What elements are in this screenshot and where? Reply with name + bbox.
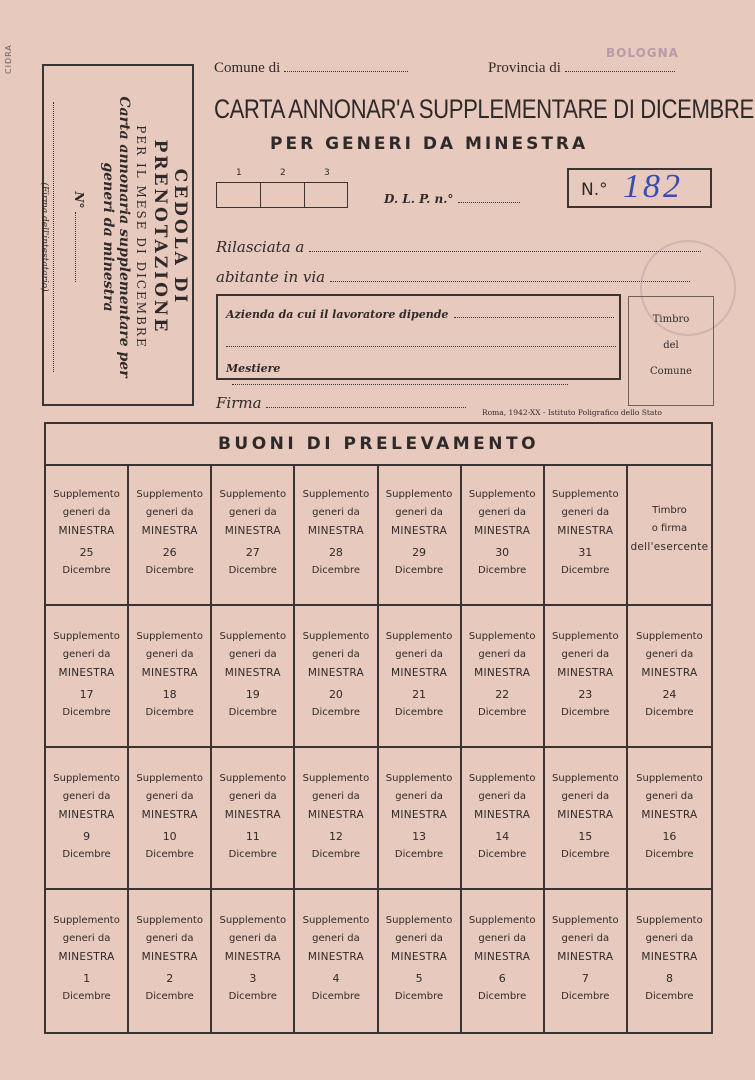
coupon-cell[interactable] [462, 748, 545, 890]
coupon-month: Dicembre [228, 991, 277, 1002]
coupon-text: generi da [312, 649, 360, 660]
margin-note: CIDRA [4, 44, 13, 74]
employer-box [216, 294, 621, 380]
comune-text: Comune [650, 366, 692, 377]
coupon-day: 13 [412, 830, 427, 843]
coupon-month: Dicembre [311, 707, 361, 718]
coupon-month: Dicembre [645, 707, 694, 718]
coupon-month: Dicembre [561, 849, 610, 860]
coupon-text: generi da [478, 933, 526, 944]
coupon-text: MINESTRA [557, 809, 614, 821]
coupon-day: 29 [412, 546, 427, 559]
coupon-cell[interactable] [129, 464, 212, 606]
coupons-section [44, 422, 713, 1034]
coupon-month: Dicembre [228, 849, 277, 860]
coupon-day: 12 [328, 830, 343, 843]
coupon-cell[interactable] [545, 748, 628, 890]
coupon-text: generi da [395, 649, 443, 660]
coupon-cell[interactable] [379, 890, 462, 1032]
card-subtitle: PER GENERI DA MINESTRA [270, 134, 589, 154]
coupon-day: 23 [578, 688, 593, 701]
coupon-text: Supplemento [385, 915, 453, 926]
coupon-text: MINESTRA [474, 667, 531, 679]
firma-label: Firma [216, 394, 262, 412]
stub-signature-label: (Firma dell'intestatario) [39, 182, 49, 292]
coupon-text: generi da [145, 507, 194, 518]
coupon-text: MINESTRA [557, 951, 614, 963]
coupon-text: MINESTRA [390, 951, 448, 963]
coupon-cell[interactable] [212, 464, 295, 606]
coupon-text: Supplemento [219, 631, 287, 642]
coupon-text: Supplemento [219, 489, 287, 500]
coupon-text: MINESTRA [141, 951, 198, 963]
coupon-text: Supplemento [136, 489, 203, 500]
coupon-text: Supplemento [385, 631, 453, 642]
coupon-text: generi da [478, 649, 526, 660]
coupon-text: generi da [645, 649, 694, 660]
coupon-cell[interactable] [46, 748, 129, 890]
mestiere-input[interactable] [232, 377, 568, 385]
coupon-text: generi da [561, 649, 610, 660]
coupon-text: Supplemento [636, 773, 703, 784]
coupon-text: Supplemento [302, 631, 370, 642]
coupon-month: Dicembre [228, 565, 277, 576]
coupon-cell[interactable] [628, 606, 711, 748]
coupon-text: generi da [229, 649, 277, 660]
coupon-text: generi da [145, 791, 194, 802]
coupon-text: generi da [62, 507, 111, 518]
coupon-day: 14 [495, 830, 510, 843]
faded-stamp: BOLOGNA [606, 46, 679, 60]
coupon-text: generi da [478, 791, 526, 802]
coupon-text: generi da [561, 507, 610, 518]
comune-stamp-box[interactable] [628, 296, 714, 406]
rilasciata-input[interactable] [309, 240, 701, 252]
coupon-stamp-cell[interactable] [628, 464, 711, 606]
coupon-text: generi da [229, 507, 277, 518]
firma-input[interactable] [266, 398, 466, 408]
firma-field [216, 394, 466, 412]
coupon-cell[interactable] [295, 464, 378, 606]
serial-number-value: 182 [623, 168, 683, 205]
coupon-cell[interactable] [462, 606, 545, 748]
coupon-text: Supplemento [552, 915, 619, 926]
coupon-text: MINESTRA [141, 525, 198, 537]
coupon-text: Supplemento [302, 773, 370, 784]
stamp-text: o firma [651, 523, 688, 534]
box-label-1: 1 [236, 168, 242, 178]
coupon-text: Supplemento [53, 631, 120, 642]
coupon-day: 30 [495, 546, 510, 559]
coupon-text: MINESTRA [307, 809, 365, 821]
coupon-day: 10 [162, 830, 177, 843]
azienda-label: Azienda da cui il lavoratore dipende [226, 308, 449, 321]
azienda-row [226, 308, 614, 321]
coupon-text: generi da [395, 791, 443, 802]
coupon-text: generi da [478, 507, 526, 518]
coupon-day: 7 [581, 972, 589, 985]
coupon-cell[interactable] [212, 748, 295, 890]
coupon-text: generi da [645, 933, 694, 944]
coupon-text: Supplemento [636, 631, 703, 642]
coupon-month: Dicembre [145, 565, 194, 576]
coupon-text: Supplemento [302, 489, 370, 500]
card-title: CARTA ANNONAR'A SUPPLEMENTARE DI DICEMBRE [214, 94, 754, 124]
stub-number-field[interactable] [75, 212, 76, 282]
coupon-day: 28 [328, 546, 343, 559]
coupon-cell[interactable] [295, 606, 378, 748]
timbro-text: Timbro [652, 314, 690, 325]
coupon-text: generi da [395, 507, 443, 518]
coupon-text: generi da [229, 791, 277, 802]
check-box-3[interactable] [304, 182, 348, 208]
coupon-text: generi da [145, 933, 194, 944]
coupon-day: 20 [328, 688, 343, 701]
coupon-cell[interactable] [628, 890, 711, 1032]
coupon-day: 15 [578, 830, 593, 843]
rilasciata-field [216, 238, 701, 256]
coupon-text: generi da [145, 649, 194, 660]
coupon-day: 3 [249, 972, 257, 985]
mestiere-label: Mestiere [226, 362, 281, 375]
coupon-day: 26 [162, 546, 177, 559]
coupon-day: 22 [495, 688, 510, 701]
coupon-month: Dicembre [145, 707, 194, 718]
coupon-month: Dicembre [62, 849, 111, 860]
coupon-month: Dicembre [561, 565, 610, 576]
coupon-text: MINESTRA [58, 525, 115, 537]
coupon-day: 6 [498, 972, 506, 985]
coupon-cell[interactable] [379, 606, 462, 748]
coupon-day: 1 [83, 972, 91, 985]
coupon-text: Supplemento [636, 915, 703, 926]
coupon-text: generi da [561, 791, 610, 802]
comune-input[interactable] [284, 60, 408, 72]
box-labels [236, 168, 368, 178]
coupon-month: Dicembre [394, 707, 444, 718]
coupon-text: MINESTRA [58, 809, 115, 821]
coupon-text: Supplemento [385, 773, 453, 784]
coupon-cell[interactable] [462, 464, 545, 606]
del-text: del [663, 340, 679, 351]
abitante-label: abitante in via [216, 268, 326, 286]
coupon-cell[interactable] [545, 606, 628, 748]
coupon-day: 27 [245, 546, 260, 559]
stub-number [72, 76, 86, 398]
azienda-second-line[interactable] [226, 346, 616, 347]
coupon-text: Supplemento [468, 773, 536, 784]
coupon-month: Dicembre [645, 991, 694, 1002]
mestiere-row [226, 362, 619, 388]
coupon-day: 21 [412, 688, 427, 701]
coupon-month: Dicembre [62, 565, 111, 576]
coupon-text: MINESTRA [224, 667, 281, 679]
provincia-label: Provincia di [488, 60, 561, 76]
coupon-day: 19 [245, 688, 260, 701]
coupon-cell[interactable] [628, 748, 711, 890]
coupon-text: MINESTRA [224, 525, 281, 537]
coupon-month: Dicembre [394, 991, 444, 1002]
abitante-input[interactable] [330, 270, 690, 282]
coupon-text: Supplemento [136, 631, 203, 642]
coupon-text: generi da [312, 791, 360, 802]
coupon-cell[interactable] [46, 890, 129, 1032]
coupon-text: generi da [312, 507, 360, 518]
coupon-text: MINESTRA [58, 951, 115, 963]
coupon-text: Supplemento [53, 773, 120, 784]
coupon-cell[interactable] [379, 748, 462, 890]
check-box-2[interactable] [260, 182, 304, 208]
coupon-text: Supplemento [468, 631, 536, 642]
coupon-month: Dicembre [228, 707, 277, 718]
coupon-text: generi da [561, 933, 610, 944]
coupon-month: Dicembre [311, 565, 361, 576]
coupon-month: Dicembre [145, 849, 194, 860]
coupon-text: MINESTRA [307, 525, 365, 537]
check-boxes [216, 182, 348, 208]
coupon-text: MINESTRA [474, 525, 531, 537]
coupon-text: Supplemento [552, 773, 619, 784]
coupon-month: Dicembre [394, 849, 444, 860]
coupon-text: MINESTRA [307, 951, 365, 963]
coupon-text: MINESTRA [641, 667, 698, 679]
coupon-text: MINESTRA [474, 951, 531, 963]
check-box-1[interactable] [216, 182, 260, 208]
rilasciata-label: Rilasciata a [216, 238, 305, 256]
coupon-text: MINESTRA [390, 667, 448, 679]
coupon-cell[interactable] [129, 606, 212, 748]
coupon-day: 18 [162, 688, 177, 701]
coupon-day: 25 [79, 546, 94, 559]
coupon-cell[interactable] [295, 748, 378, 890]
coupon-month: Dicembre [478, 707, 527, 718]
coupon-text: Supplemento [468, 915, 536, 926]
coupon-cell[interactable] [129, 748, 212, 890]
serial-number-box [567, 168, 712, 208]
stub-number-label: N° [72, 191, 86, 209]
coupon-month: Dicembre [311, 991, 361, 1002]
coupon-day: 4 [332, 972, 340, 985]
coupon-text: MINESTRA [557, 667, 614, 679]
coupon-text: MINESTRA [141, 667, 198, 679]
stub-signature-line[interactable] [53, 102, 54, 372]
reservation-stub [39, 64, 194, 406]
coupon-grid [46, 464, 711, 1032]
coupon-month: Dicembre [561, 991, 610, 1002]
coupon-text: MINESTRA [390, 525, 448, 537]
stub-subtitle-2: Carta annonaria supplementare per generi da minestra [100, 96, 132, 378]
coupon-text: Supplemento [53, 489, 120, 500]
coupon-month: Dicembre [394, 565, 444, 576]
coupon-text: Supplemento [136, 773, 203, 784]
coupon-day: 11 [245, 830, 260, 843]
provincia-input[interactable] [565, 60, 675, 72]
coupon-month: Dicembre [145, 991, 194, 1002]
coupon-month: Dicembre [478, 565, 527, 576]
dlpn-label: D. L. P. n.° [384, 192, 454, 206]
dlpn-field [384, 192, 520, 206]
abitante-field [216, 268, 690, 286]
coupon-text: MINESTRA [224, 809, 281, 821]
coupon-day: 5 [415, 972, 423, 985]
coupon-cell[interactable] [379, 464, 462, 606]
coupon-text: Supplemento [552, 489, 619, 500]
coupon-text: MINESTRA [224, 951, 281, 963]
coupon-month: Dicembre [561, 707, 610, 718]
coupon-cell[interactable] [129, 890, 212, 1032]
coupon-text: Supplemento [219, 915, 287, 926]
coupon-month: Dicembre [645, 849, 694, 860]
coupon-month: Dicembre [311, 849, 361, 860]
coupon-text: generi da [62, 791, 111, 802]
coupon-text: MINESTRA [641, 809, 698, 821]
coupon-day: 9 [83, 830, 91, 843]
coupon-cell[interactable] [46, 464, 129, 606]
coupon-text: Supplemento [53, 915, 120, 926]
coupon-cell[interactable] [545, 464, 628, 606]
coupon-text: generi da [229, 933, 277, 944]
coupon-text: Supplemento [136, 915, 203, 926]
coupon-day: 2 [166, 972, 174, 985]
coupon-text: MINESTRA [307, 667, 365, 679]
coupon-day: 8 [665, 972, 673, 985]
coupon-cell[interactable] [46, 606, 129, 748]
coupon-text: Supplemento [219, 773, 287, 784]
coupon-cell[interactable] [545, 890, 628, 1032]
serial-number-label: N.° [581, 180, 608, 200]
coupon-cell[interactable] [295, 890, 378, 1032]
coupon-text: generi da [312, 933, 360, 944]
dlpn-input[interactable] [458, 193, 520, 203]
coupon-day: 16 [662, 830, 677, 843]
comune-label: Comune di [214, 60, 281, 76]
coupon-month: Dicembre [62, 707, 111, 718]
coupon-text: MINESTRA [557, 525, 614, 537]
box-label-2: 2 [280, 168, 286, 178]
stamp-text: Timbro [652, 505, 687, 516]
coupon-day: 31 [578, 546, 593, 559]
coupon-text: Supplemento [302, 915, 370, 926]
coupon-text: Supplemento [385, 489, 453, 500]
coupon-month: Dicembre [478, 991, 527, 1002]
coupon-day: 17 [79, 688, 94, 701]
comune-field [214, 60, 408, 77]
coupon-month: Dicembre [62, 991, 111, 1002]
coupon-text: MINESTRA [58, 667, 115, 679]
stub-subtitle: PER IL MESE DI DICEMBRE [134, 125, 148, 349]
coupon-text: MINESTRA [641, 951, 698, 963]
coupon-text: Supplemento [552, 631, 619, 642]
coupon-text: MINESTRA [390, 809, 448, 821]
provincia-field [488, 60, 675, 77]
coupon-cell[interactable] [462, 890, 545, 1032]
coupon-text: generi da [62, 933, 111, 944]
coupon-cell[interactable] [212, 606, 295, 748]
stamp-text: dell'esercente [630, 541, 709, 553]
coupon-text: generi da [645, 791, 694, 802]
azienda-input[interactable] [454, 310, 614, 318]
printer-imprint: Roma, 1942-XX - Istituto Poligrafico dello Stato [482, 408, 662, 417]
stub-title: CEDOLA DI PRENOTAZIONE [150, 139, 190, 335]
coupon-text: generi da [62, 649, 111, 660]
box-label-3: 3 [324, 168, 330, 178]
coupon-cell[interactable] [212, 890, 295, 1032]
coupon-month: Dicembre [478, 849, 527, 860]
coupon-text: Supplemento [468, 489, 536, 500]
coupon-text: MINESTRA [141, 809, 198, 821]
coupon-text: MINESTRA [474, 809, 531, 821]
coupon-text: generi da [395, 933, 443, 944]
coupons-title: BUONI DI PRELEVAMENTO [217, 434, 540, 454]
coupon-day: 24 [662, 688, 677, 701]
